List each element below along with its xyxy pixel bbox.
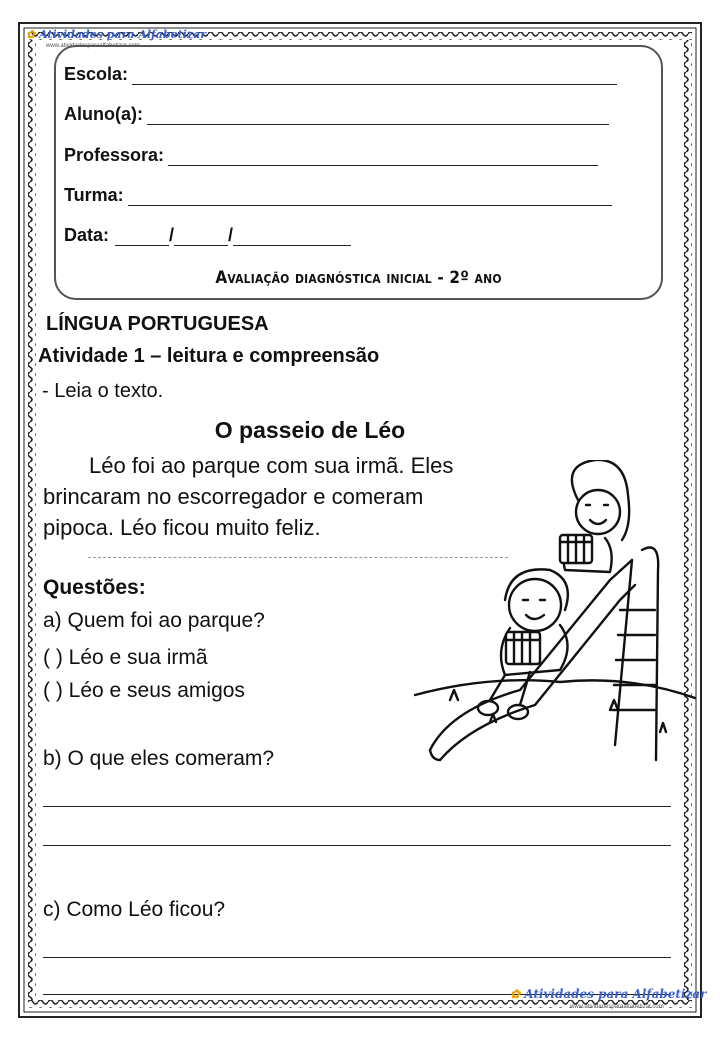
logo-icon: ✿ xyxy=(510,987,525,1001)
class-input-line[interactable] xyxy=(128,187,612,206)
question-a-option-2[interactable]: ( ) Léo e seus amigos xyxy=(43,679,245,702)
story-title: O passeio de Léo xyxy=(214,417,406,443)
evaluation-title: Avaliação diagnóstica inicial - 2º ano xyxy=(215,268,502,288)
question-b-prompt: b) O que eles comeram? xyxy=(43,747,275,770)
question-c-prompt: c) Como Léo ficou? xyxy=(43,898,226,921)
class-field xyxy=(64,185,612,206)
subject-heading: LÍNGUA PORTUGUESA xyxy=(46,313,269,335)
answer-line[interactable] xyxy=(43,957,671,958)
school-input-line[interactable] xyxy=(132,66,617,85)
date-day-line[interactable] xyxy=(115,227,169,246)
answer-line[interactable] xyxy=(43,845,671,846)
logo-bottom: ✿ Atividades para Alfabetizar xyxy=(510,987,707,1001)
student-input-line[interactable] xyxy=(147,106,609,125)
questions-heading: Questões: xyxy=(43,576,146,599)
logo-icon: ✿ xyxy=(26,28,40,41)
question-a-option-1[interactable]: ( ) Léo e sua irmã xyxy=(43,646,208,669)
teacher-label: Professora: xyxy=(64,145,165,165)
story-line: pipoca. Léo ficou muito feliz. xyxy=(43,515,321,540)
class-label: Turma: xyxy=(64,185,124,205)
story-line: brincaram no escorregador e comeram xyxy=(43,484,424,509)
date-separator: / xyxy=(169,225,175,245)
school-field xyxy=(64,64,617,85)
question-a-prompt: a) Quem foi ao parque? xyxy=(43,609,265,632)
site-url-top: www.atividadesparaalfabetizar.com xyxy=(46,43,140,49)
date-year-line[interactable] xyxy=(233,227,351,246)
story-line: Léo foi ao parque com sua irmã. Eles xyxy=(89,453,454,478)
teacher-field xyxy=(64,145,598,166)
date-month-line[interactable] xyxy=(174,227,228,246)
answer-line[interactable] xyxy=(43,806,671,807)
date-separator: / xyxy=(228,225,234,245)
logo-top: ✿ Atividades para Alfabetizar xyxy=(26,28,207,41)
student-label: Aluno(a): xyxy=(64,104,143,124)
date-label: Data: xyxy=(64,225,110,245)
date-field xyxy=(64,225,351,246)
activity-heading: Atividade 1 – leitura e compreensão xyxy=(38,345,380,367)
site-url-bottom: www.atividadesparaalfabetizar.com xyxy=(570,1004,664,1010)
kids-slide-illustration xyxy=(410,460,700,770)
instruction-text: - Leia o texto. xyxy=(42,380,164,402)
teacher-input-line[interactable] xyxy=(168,147,598,166)
student-field xyxy=(64,104,609,125)
school-label: Escola: xyxy=(64,64,129,84)
